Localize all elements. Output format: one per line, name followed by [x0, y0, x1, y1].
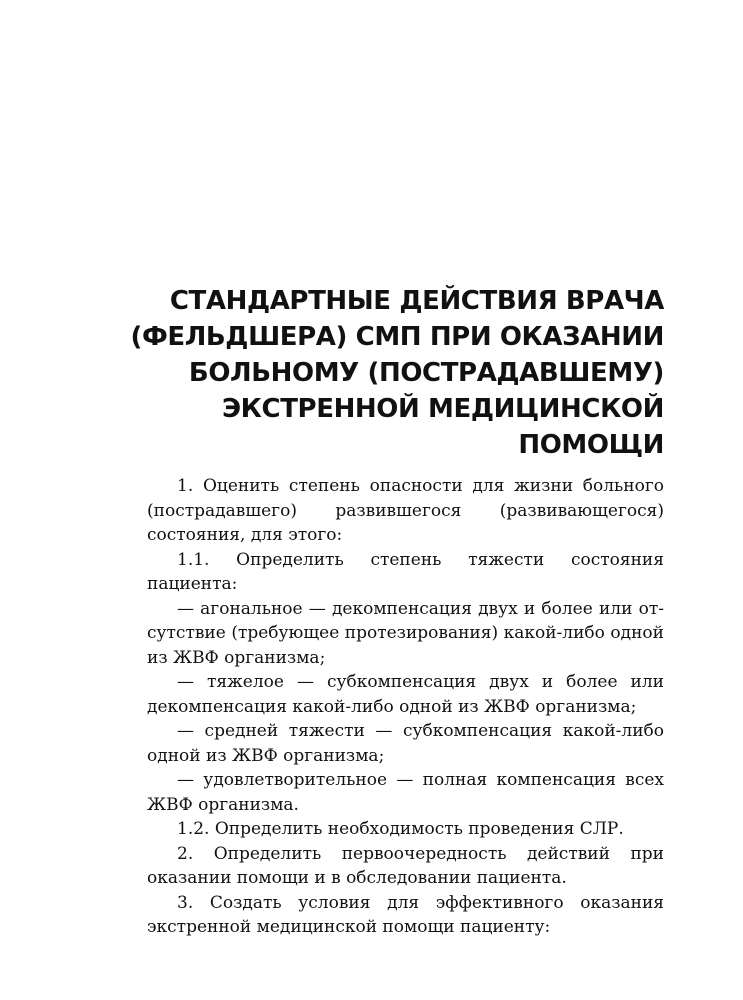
- list-item-satisfactory: — удовлетворительное — полная компенсация всех ЖВФ организма.: [147, 770, 664, 815]
- list-item-moderate: — средней тяжести — субкомпенсация какой-либо одной из ЖВФ организма;: [147, 721, 664, 766]
- paragraph-1-1: 1.1. Определить степень тяжести состояния пациента:: [147, 549, 664, 594]
- list-item-agonal: — агональное — декомпенсация двух и более или отсутствие (требующее протезирования) какой-либо одной из ЖВФ организма;: [147, 598, 664, 668]
- heading-line-5: ПОМОЩИ: [518, 430, 664, 460]
- paragraph-2: 2. Определить первоочередность действий при оказании помощи и в обследовании пациента.: [147, 843, 664, 888]
- body-text: [147, 474, 664, 940]
- paragraph-1-2: 1.2. Определить необходимость проведения СЛР.: [177, 819, 624, 839]
- paragraph-1: 1. Оценить степень опасности для жизни больного (пострадавшего) развившегося (развивающегося) состояния, для этого:: [147, 476, 664, 545]
- paragraph-3: 3. Создать условия для эффективного оказания экстренной медицинской помощи пациенту:: [147, 892, 664, 937]
- list-item-severe: — тяжелое — субкомпенсация двух и более или декомпенсация какой-либо одной из ЖВФ организма;: [147, 672, 664, 717]
- heading-line-4: ЭКСТРЕННОЙ МЕДИЦИНСКОЙ: [222, 394, 664, 424]
- chapter-heading: [130, 283, 664, 463]
- heading-line-3: БОЛЬНОМУ (ПОСТРАДАВШЕМУ): [188, 358, 664, 388]
- heading-line-2: (ФЕЛЬДШЕРА) СМП ПРИ ОКАЗАНИИ: [130, 322, 664, 352]
- heading-line-1: СТАНДАРТНЫЕ ДЕЙСТВИЯ ВРАЧА: [169, 286, 664, 316]
